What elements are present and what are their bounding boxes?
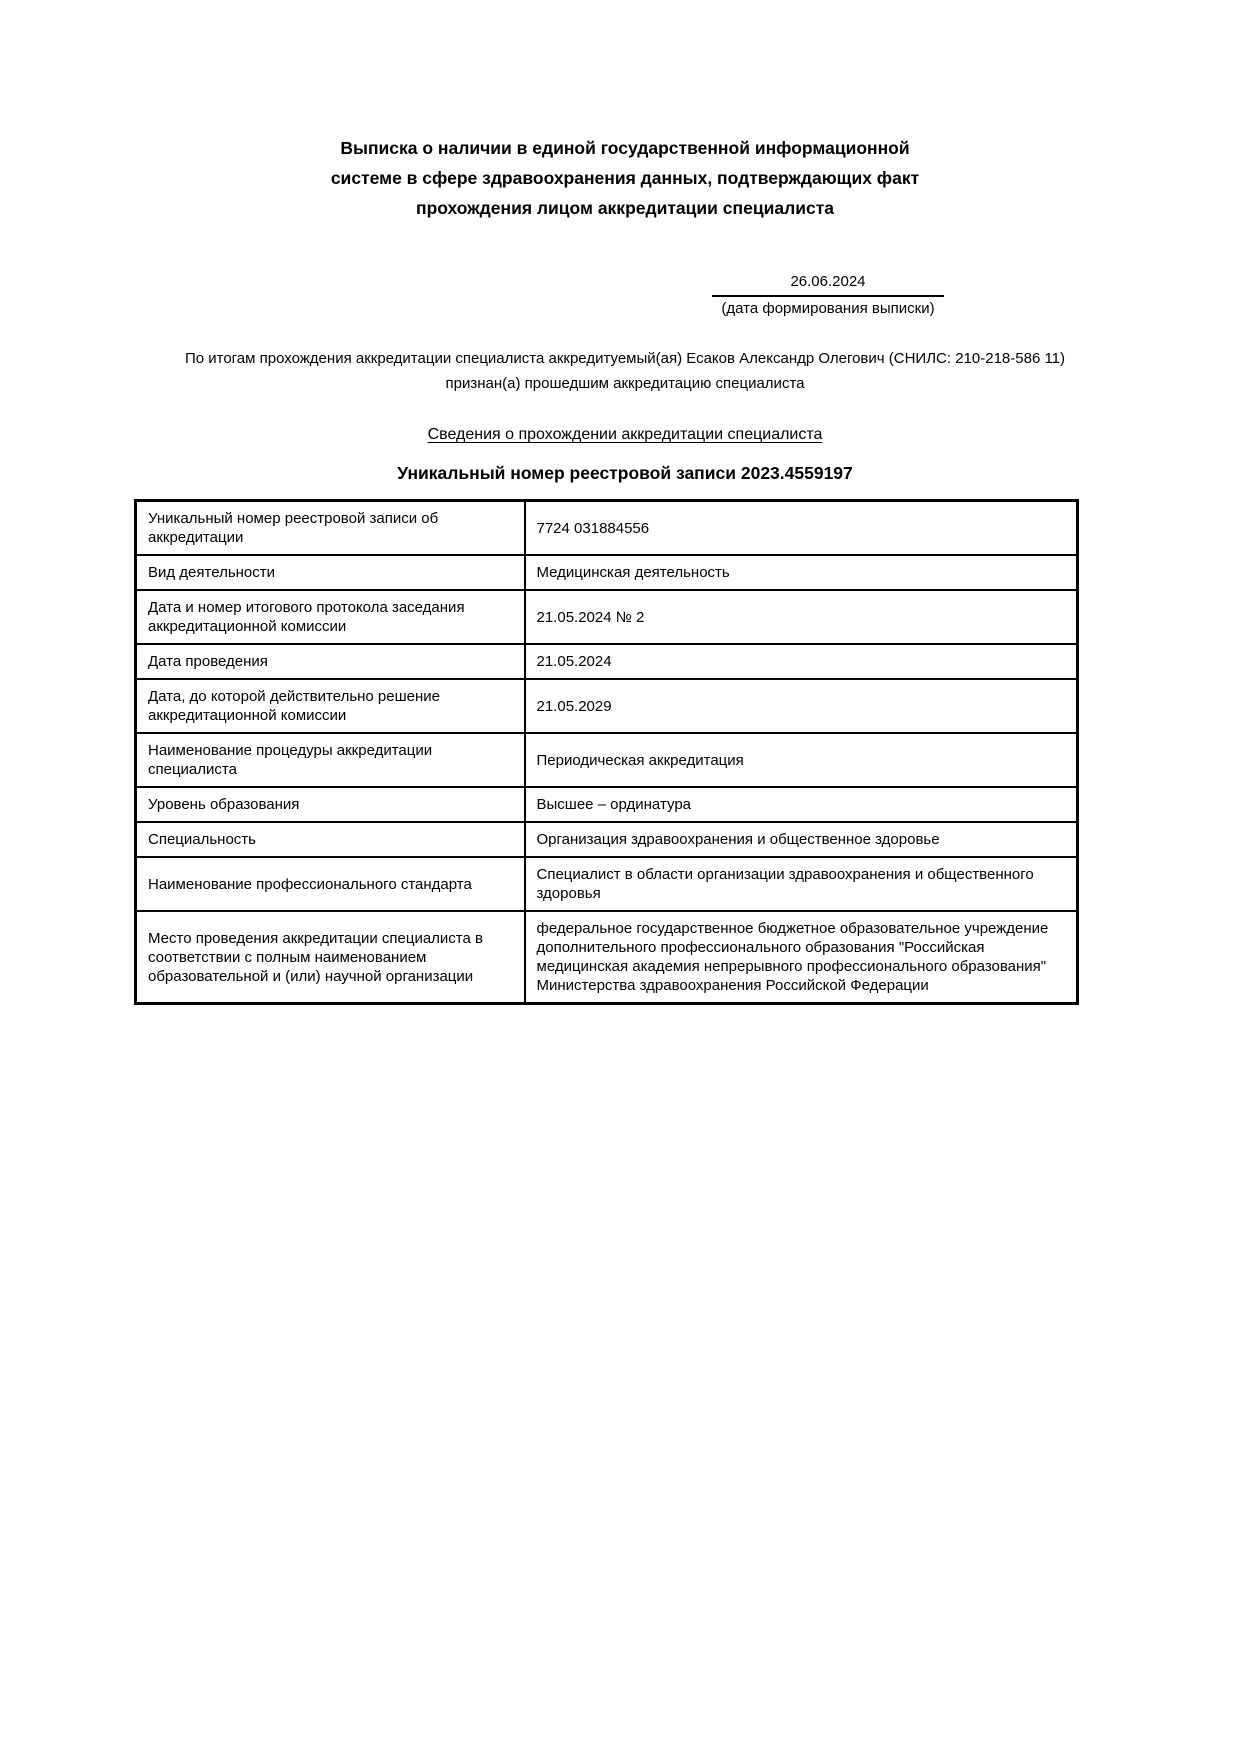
row-label: Уровень образования <box>136 787 525 822</box>
row-value: 21.05.2024 № 2 <box>525 590 1078 644</box>
row-label: Наименование профессионального стандарта <box>136 857 525 911</box>
table-row <box>136 501 1078 556</box>
table-row <box>136 911 1078 1004</box>
accreditation-table <box>134 499 1079 1005</box>
row-label: Специальность <box>136 822 525 857</box>
table-row <box>136 857 1078 911</box>
extract-date: 26.06.2024 <box>712 272 944 297</box>
row-value: федеральное государственное бюджетное образовательное учреждение дополнительного профессионального образования "Российская медицинская академия непрерывного профессионального образования" Министерства здравоохранения Российской Федерации <box>525 911 1078 1004</box>
row-label: Место проведения аккредитации специалиста в соответствии с полным наименованием образовательной и (или) научной организации <box>136 911 525 1004</box>
table-row <box>136 644 1078 679</box>
document-title-line: прохождения лицом аккредитации специалиста <box>416 198 834 218</box>
document-title <box>155 133 1095 223</box>
table-row <box>136 787 1078 822</box>
row-value: Организация здравоохранения и общественное здоровье <box>525 822 1078 857</box>
table-row <box>136 590 1078 644</box>
registry-number-heading: Уникальный номер реестровой записи 2023.4559197 <box>397 463 853 483</box>
table-row <box>136 822 1078 857</box>
row-label: Дата проведения <box>136 644 525 679</box>
row-label: Дата и номер итогового протокола заседания аккредитационной комиссии <box>136 590 525 644</box>
intro-paragraph <box>105 346 1145 396</box>
section-heading: Сведения о прохождении аккредитации специалиста <box>427 426 823 443</box>
intro-line: По итогам прохождения аккредитации специалиста аккредитуемый(ая) Есаков Александр Олегович (СНИЛС: 210-218-586 11) <box>184 350 1066 367</box>
document-title-line: Выписка о наличии в единой государственной информационной <box>340 138 910 158</box>
row-value: 21.05.2024 <box>525 644 1078 679</box>
row-label: Дата, до которой действительно решение аккредитационной комиссии <box>136 679 525 733</box>
table-row <box>136 555 1078 590</box>
row-label: Вид деятельности <box>136 555 525 590</box>
table-row <box>136 733 1078 787</box>
row-value: Высшее – ординатура <box>525 787 1078 822</box>
row-value: Специалист в области организации здравоохранения и общественного здоровья <box>525 857 1078 911</box>
extract-date-caption: (дата формирования выписки) <box>721 300 935 317</box>
row-value: Периодическая аккредитация <box>525 733 1078 787</box>
intro-line: признан(а) прошедшим аккредитацию специалиста <box>445 375 805 392</box>
row-label: Наименование процедуры аккредитации специалиста <box>136 733 525 787</box>
row-value: 21.05.2029 <box>525 679 1078 733</box>
row-label: Уникальный номер реестровой записи об аккредитации <box>136 501 525 556</box>
row-value: Медицинская деятельность <box>525 555 1078 590</box>
document-title-line: системе в сфере здравоохранения данных, подтверждающих факт <box>330 168 920 188</box>
row-value: 7724 031884556 <box>525 501 1078 556</box>
table-row <box>136 679 1078 733</box>
extract-date-block <box>703 272 953 318</box>
